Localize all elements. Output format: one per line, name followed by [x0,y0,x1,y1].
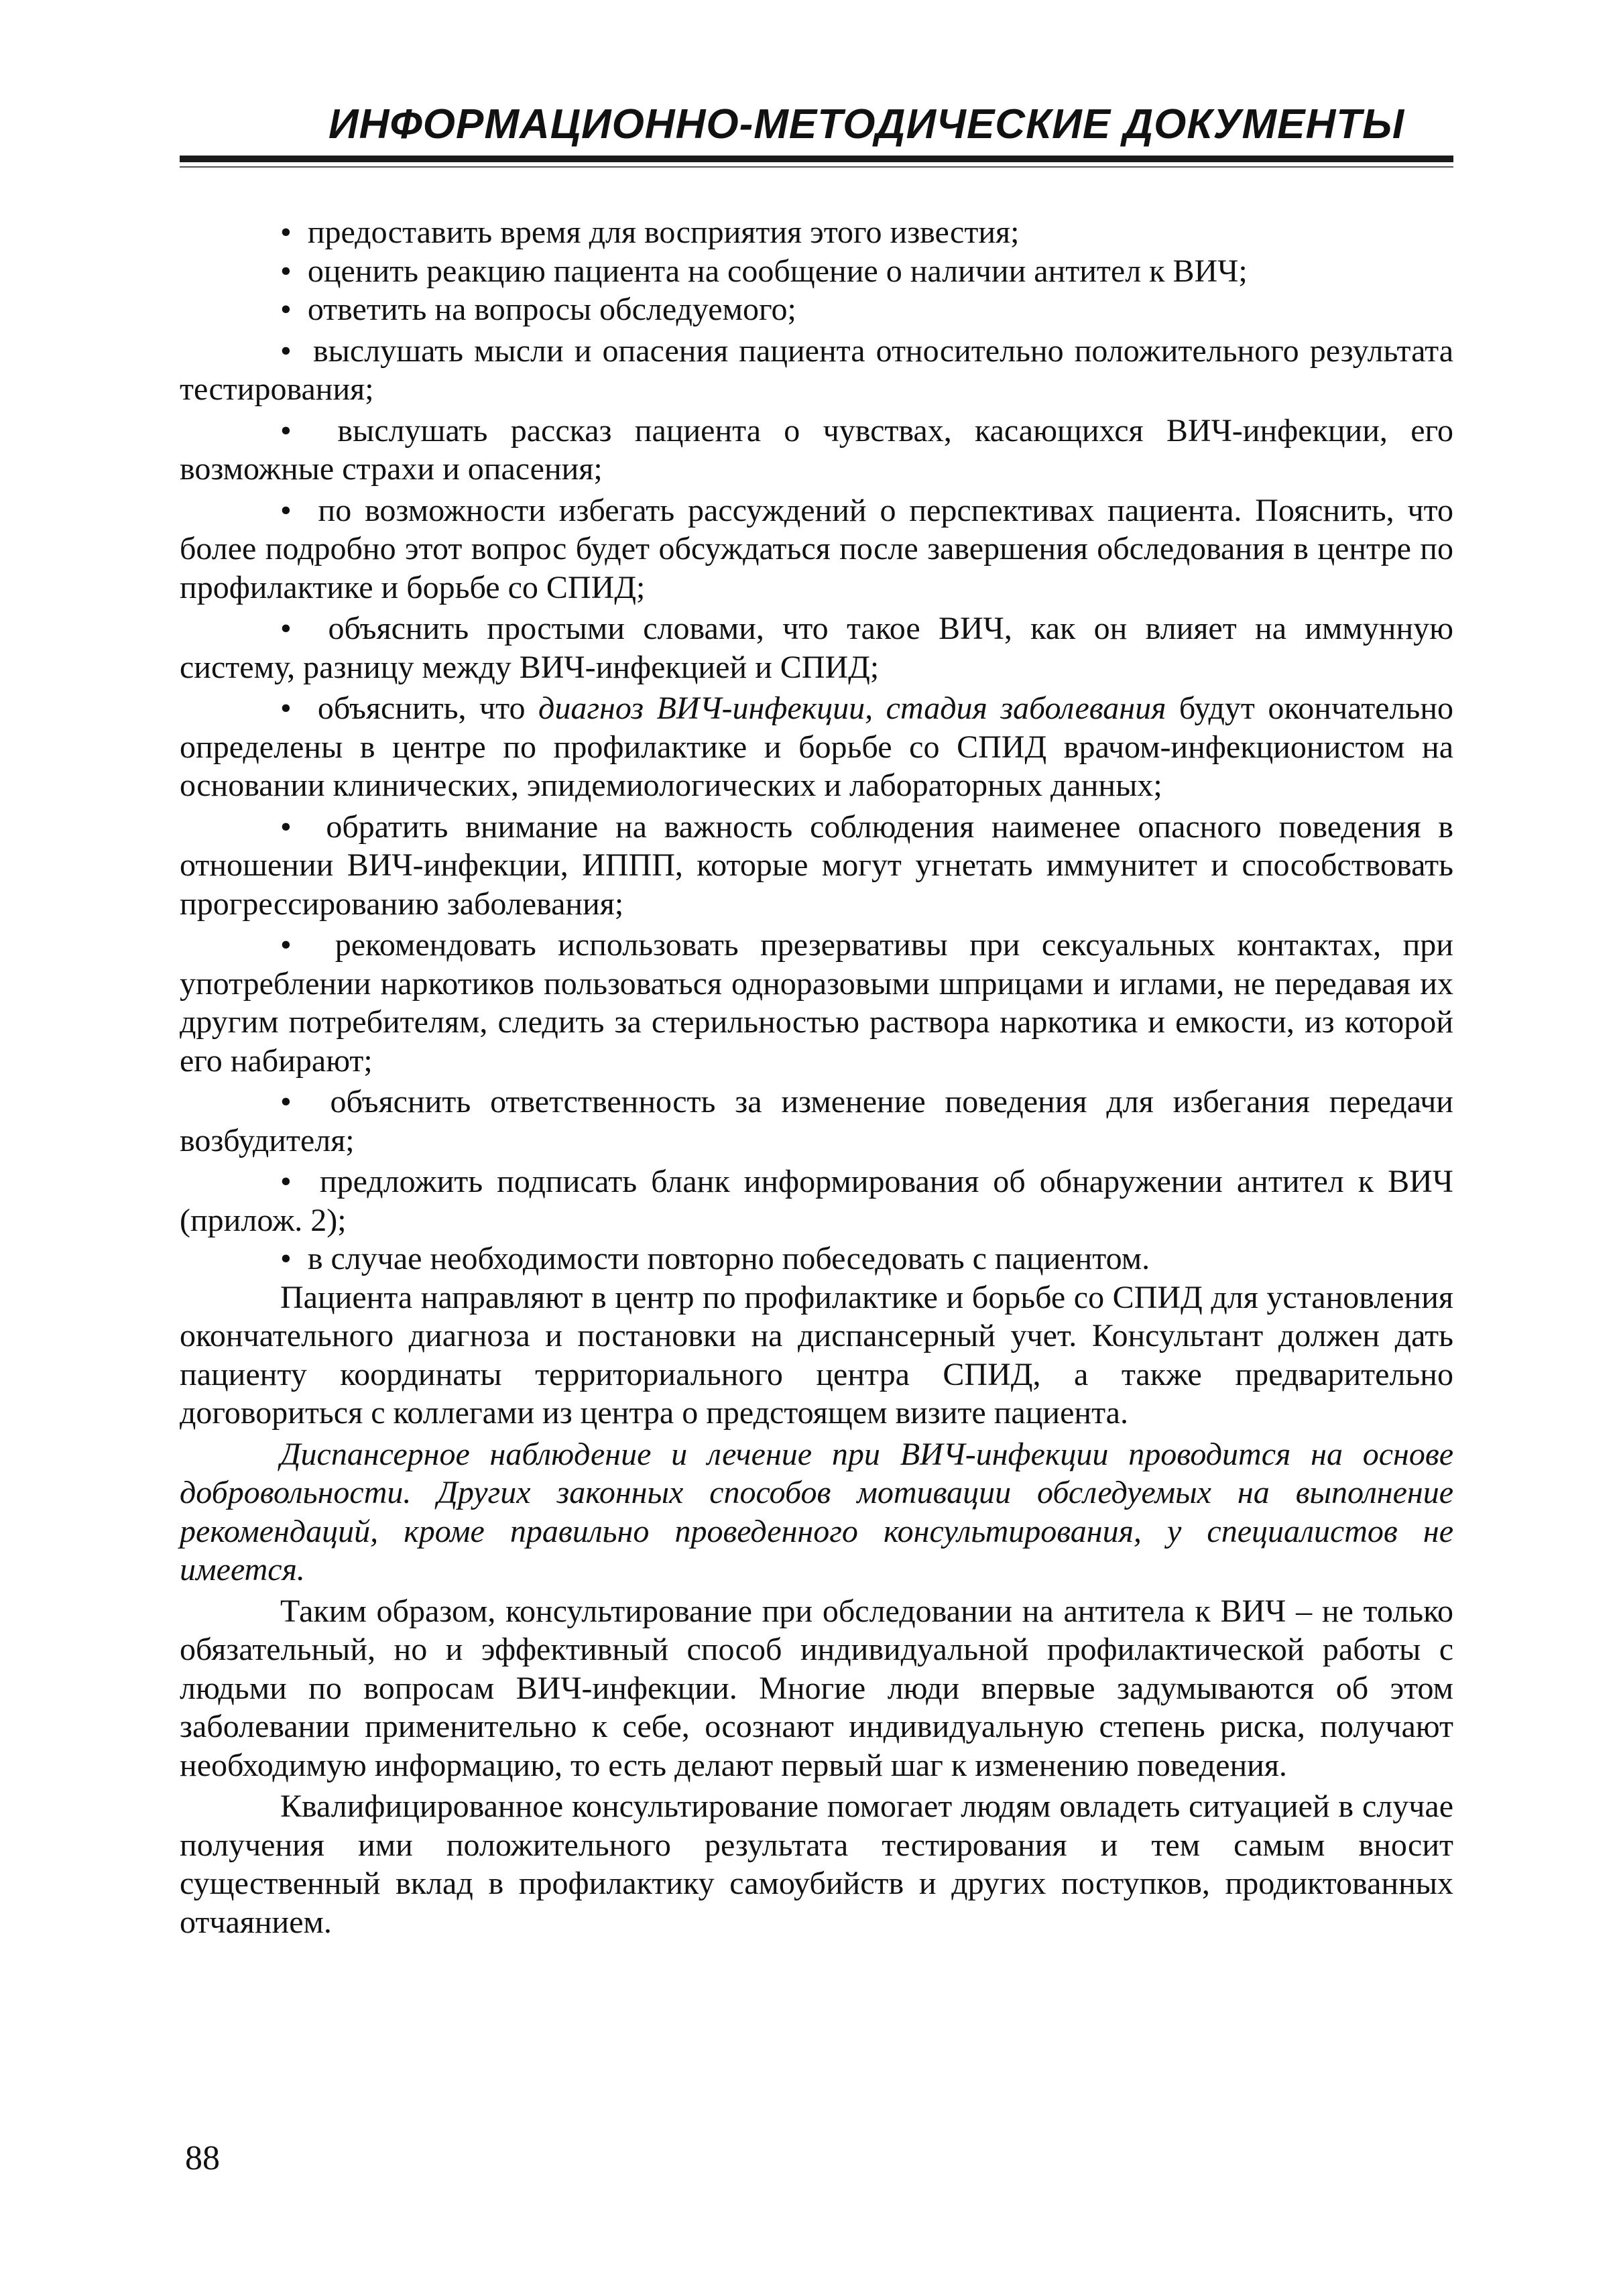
bullet-item: • в случае необходимости повторно побеседовать с пациентом. [180,1240,1453,1278]
page-body [180,213,1453,1941]
bullet-item-diagnosis [180,689,1453,805]
header-rule-thin [180,166,1453,168]
body-paragraph: Квалифицированное консультирование помогает людям овладеть ситуацией в случае получения ими положительного результата тестирования и тем самым вносит существенный вклад в профилактику самоубийств и других поступков, продиктованных отчаянием. [180,1789,1453,1940]
body-paragraph: Таким образом, консультирование при обследовании на антитела к ВИЧ – не только обязательный, но и эффективный способ индивидуальной профилактической работы с людьми по вопросам ВИЧ-инфекции. Многие люди впервые задумываются об этом заболевании применительно к себе, осознают индивидуальную степень риска, получают необходимую информацию, то есть делают первый шаг к изменению поведения. [180,1593,1453,1783]
bullet-italic-phrase: диагноз ВИЧ-инфекции, стадия заболевания [538,690,1166,726]
bullet-item: • предоставить время для восприятия этого известия; [180,213,1453,252]
bullet-text: будут окончательно определены в центре по профилактике и борьбе со СПИД врачом-инфекционистом на основании клинических, эпидемиологических и лабораторных данных; [180,690,1454,803]
bullet-item: • объяснить ответственность за изменение поведения для избегания передачи возбудителя; [180,1083,1453,1160]
body-paragraph: Пациента направляют в центр по профилактике и борьбе со СПИД для установления окончательного диагноза и постановки на диспансерный учет. Консультант должен дать пациенту координаты территориального центра СПИД, а также предварительно договориться с коллегами из центра о предстоящем визите пациента. [180,1279,1453,1431]
bullet-item: • ответить на вопросы обследуемого; [180,290,1453,329]
bullet-item: • по возможности избегать рассуждений о перспективах пациента. Пояснить, что более подробно этот вопрос будет обсуждаться после завершения обследования в центре по профилактике и борьбе со СПИД; [180,491,1453,607]
page-number: 88 [185,2139,220,2177]
header-rule-thick [180,156,1453,162]
italic-paragraph: Диспансерное наблюдение и лечение при ВИЧ-инфекции проводится на основе добровольности. Других законных способов мотивации обследуемых на выполнение рекомендаций, кроме правильно проведенного консультирования, у специалистов не имеется. [180,1436,1453,1587]
bullet-item: • рекомендовать использовать презервативы при сексуальных контактах, при употреблении наркотиков пользоваться одноразовыми шприцами и иглами, не передавая их другим потребителям, следить за стерильностью раствора наркотика и емкости, из которой его набирают; [180,926,1453,1080]
running-header-title: ИНФОРМАЦИОННО-МЕТОДИЧЕСКИЕ ДОКУМЕНТЫ [328,101,1405,147]
bullet-item: • оценить реакцию пациента на сообщение о наличии антител к ВИЧ; [180,252,1453,291]
bullet-item: • предложить подписать бланк информирования об обнаружении антител к ВИЧ (прилож. 2); [180,1162,1453,1240]
bullet-text: объяснить, что [317,690,539,726]
bullet-item: • обратить внимание на важность соблюдения наименее опасного поведения в отношении ВИЧ-инфекции, ИППП, которые могут угнетать иммунитет и способствовать прогрессированию заболевания; [180,808,1453,924]
bullet-item: • выслушать рассказ пациента о чувствах, касающихся ВИЧ-инфекции, его возможные страхи и опасения; [180,412,1453,489]
bullet-item: • объяснить простыми словами, что такое ВИЧ, как он влияет на иммунную систему, разницу между ВИЧ-инфекцией и СПИД; [180,609,1453,686]
bullet-item: • выслушать мысли и опасения пациента относительно положительного результата тестирования; [180,332,1453,409]
